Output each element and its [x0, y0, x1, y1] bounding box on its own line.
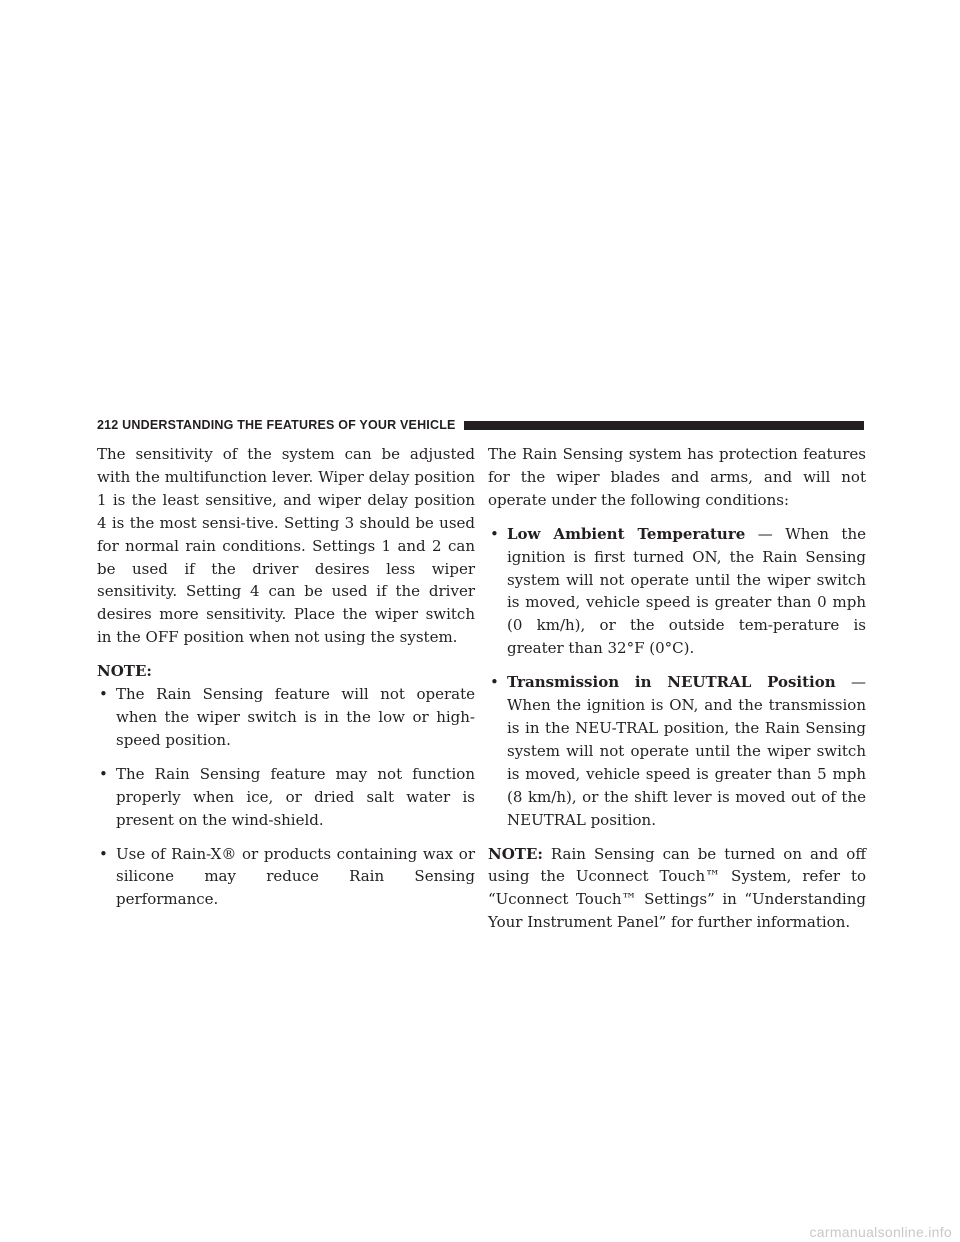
list-item-text: The Rain Sensing feature may not function properly when ice, or dried salt water is present on the wind-shield. — [116, 764, 475, 829]
note-paragraph — [488, 843, 866, 935]
list-item — [97, 683, 475, 752]
section-title: UNDERSTANDING THE FEATURES OF YOUR VEHICLE — [122, 418, 456, 432]
condition-title: Transmission in NEUTRAL Position — [507, 673, 836, 692]
list-item-text: The Rain Sensing feature will not operate when the wiper switch is in the low or high-speed position. — [116, 685, 475, 749]
bullet-icon: • — [99, 844, 108, 863]
bullet-icon: • — [99, 685, 108, 704]
bullet-icon: • — [490, 673, 499, 692]
page-header — [97, 416, 864, 434]
note-list — [97, 683, 475, 911]
list-item — [97, 843, 475, 912]
right-column — [488, 443, 866, 945]
note-heading: NOTE: — [97, 662, 152, 681]
list-item — [488, 671, 866, 831]
condition-text: — When the ignition is ON, and the transmission is in the NEU-TRAL position, the Rain Sensing system will not operate until the wiper switch is moved, vehicle speed is greater than 5 mph (8 km/h), or the shift lever is moved out of the NEUTRAL position. — [507, 673, 866, 829]
condition-title: Low Ambient Temperature — [507, 524, 746, 543]
page-number: 212 — [97, 418, 119, 432]
header-rule — [464, 421, 864, 430]
list-item — [488, 523, 866, 660]
bullet-icon: • — [490, 524, 499, 543]
note-text: Rain Sensing can be turned on and off using the Uconnect Touch™ System, refer to “Uconnect Touch™ Settings” in “Understanding Your Instrument Panel” for further information. — [488, 844, 866, 932]
list-item — [97, 763, 475, 832]
protection-paragraph: The Rain Sensing system has protection features for the wiper blades and arms, and will not operate under the following conditions: — [488, 445, 866, 509]
sensitivity-paragraph: The sensitivity of the system can be adjusted with the multifunction lever. Wiper delay position 1 is the least sensitive, and wiper delay position 4 is the most sensi-tive. Setting 3 should be used for normal rain conditions. Settings 1 and 2 can be used if the driver desires less wiper sensitivity. Setting 4 can be used if the driver desires more sensitivity. Place the wiper switch in the OFF position when not using the system. — [97, 445, 475, 647]
conditions-list — [488, 523, 866, 832]
condition-text: — When the ignition is first turned ON, the Rain Sensing system will not operate until the wiper switch is moved, vehicle speed is greater than 0 mph (0 km/h), or the outside tem-perature is greater than 32°F (0°C). — [507, 524, 866, 658]
page-header-text — [97, 418, 464, 432]
watermark: carmanualsonline.info — [809, 1224, 952, 1240]
left-column — [97, 443, 475, 922]
bullet-icon: • — [99, 764, 108, 783]
note-label: NOTE: — [488, 844, 543, 863]
list-item-text: Use of Rain-X® or products containing wax or silicone may reduce Rain Sensing performance. — [116, 844, 475, 909]
